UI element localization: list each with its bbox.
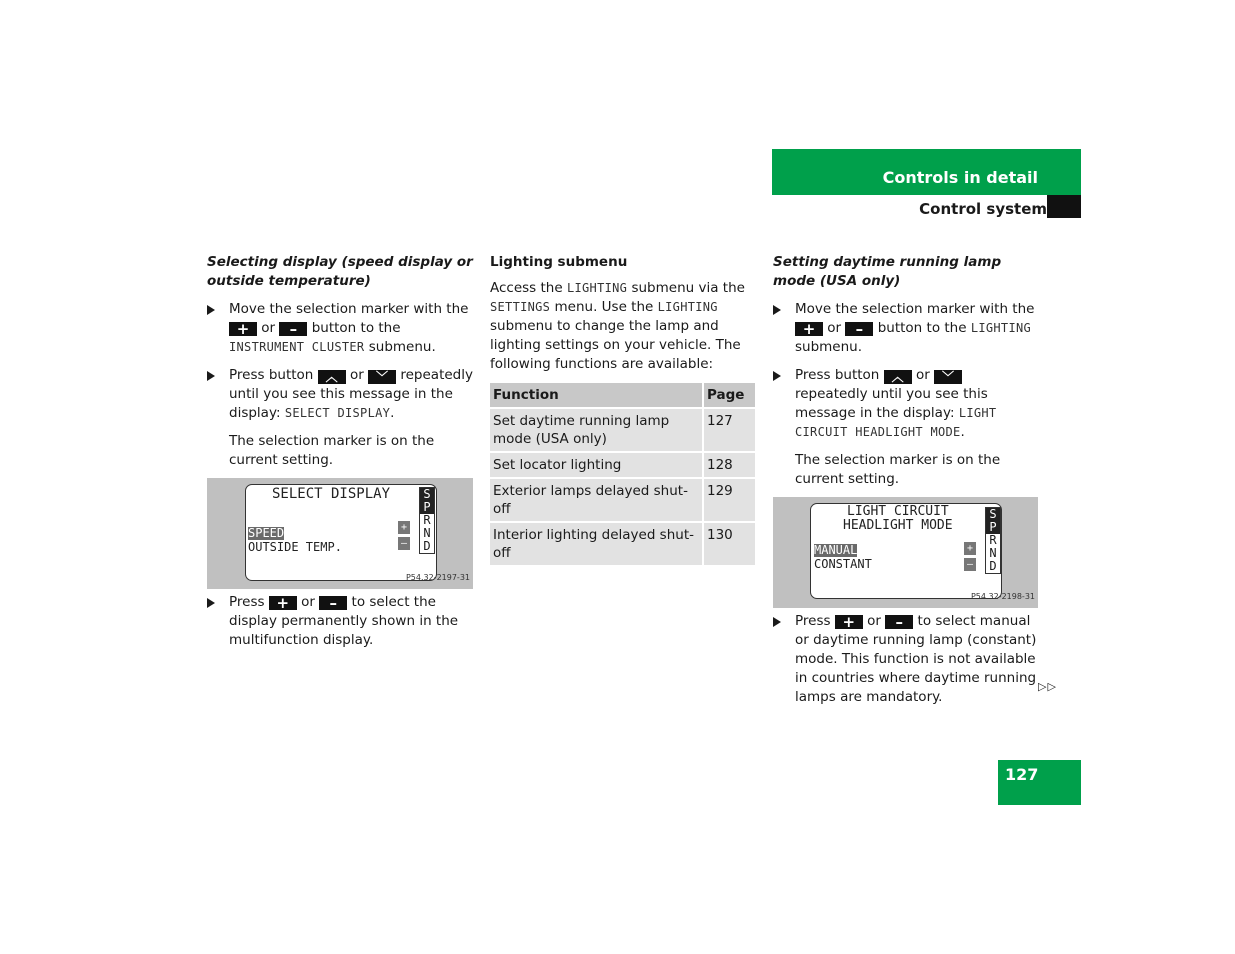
step-text: Press: [229, 594, 265, 610]
table-header-function: Function: [490, 383, 702, 409]
gear-r: R: [989, 533, 997, 547]
lcd-option: OUTSIDE TEMP.: [248, 540, 342, 554]
lcd-plus-icon: +: [398, 521, 410, 534]
minus-button-icon: –: [319, 596, 347, 610]
plus-button-icon: +: [795, 322, 823, 336]
heading-lighting-submenu: Lighting submenu: [490, 254, 628, 270]
table-cell-page: 130: [702, 523, 755, 567]
table-cell-page: 127: [702, 409, 755, 453]
table-cell-page: 128: [702, 453, 755, 479]
bullet-triangle-icon: [207, 598, 215, 608]
step-3: [207, 593, 473, 650]
step-text: repeatedly until you see this message in the display:: [795, 386, 988, 421]
function-table: [490, 383, 755, 567]
intro-part: Access the: [490, 280, 563, 296]
column-lighting-submenu: [490, 253, 755, 567]
heading-daytime-running-lamp: Setting daytime running lamp mode (USA only): [773, 254, 1002, 289]
gear-r: R: [423, 513, 431, 527]
lcd-minus-icon: –: [398, 537, 410, 550]
lcd-screen: [810, 503, 1002, 599]
section-header-bar: [772, 149, 1081, 195]
lcd-minus-icon: –: [964, 558, 976, 571]
minus-button-icon: –: [885, 615, 913, 629]
step-text: or: [867, 613, 881, 629]
table-cell-function: Set daytime running lamp mode (USA only): [490, 409, 702, 453]
display-figure-headlight: [773, 497, 1038, 608]
step-text: Move the selection marker with the: [795, 301, 1035, 317]
step-1: [207, 300, 473, 357]
bullet-triangle-icon: [207, 371, 215, 381]
display-code: INSTRUMENT CLUSTER: [229, 340, 365, 354]
plus-button-icon: +: [229, 322, 257, 336]
gear-s: S: [986, 508, 1000, 521]
minus-button-icon: –: [279, 322, 307, 336]
up-button-icon: ︿: [318, 370, 346, 384]
intro-text: [490, 279, 755, 374]
display-code: SELECT DISPLAY: [284, 406, 391, 420]
bullet-triangle-icon: [773, 371, 781, 381]
step-text: .: [960, 424, 965, 440]
table-row: [490, 479, 755, 523]
page-number: 127: [1005, 765, 1039, 784]
bullet-triangle-icon: [207, 305, 215, 315]
plus-button-icon: +: [835, 615, 863, 629]
lcd-option-selected: MANUAL: [814, 543, 858, 557]
step-text: to select the display permanently shown in the multifunction display.: [229, 594, 459, 648]
table-cell-function: Interior lighting delayed shut-off: [490, 523, 702, 567]
step-text: button to the: [311, 320, 401, 336]
subsection-marker: [1047, 195, 1081, 218]
lcd-title-line2: HEADLIGHT MODE: [843, 518, 953, 533]
display-code: LIGHTING: [657, 300, 718, 314]
intro-part: submenu to change the lamp and lighting settings on your vehicle. The following functions are available:: [490, 318, 741, 372]
gear-n: N: [423, 526, 431, 540]
display-code: LIGHTING: [566, 281, 628, 295]
down-button-icon: ﹀: [934, 370, 962, 384]
gear-n: N: [989, 546, 997, 560]
page-number-box: [998, 760, 1081, 805]
column-select-display: [207, 253, 473, 650]
lcd-plus-minus: [398, 521, 410, 553]
step-text: submenu.: [368, 339, 436, 355]
step-text: to select manual or daytime running lamp (constant) mode. This function is not available in countries where daytime running lamps are mandatory.: [795, 613, 1037, 705]
step-2: [207, 366, 473, 423]
step-text: Press button: [229, 367, 314, 383]
step-text: or: [827, 320, 842, 336]
lcd-option: CONSTANT: [814, 557, 872, 571]
table-header-row: [490, 383, 755, 409]
display-code: LIGHT CIRCUIT HEADLIGHT MODE: [795, 406, 997, 439]
gear-d: D: [989, 559, 997, 573]
intro-part: submenu via the: [631, 280, 745, 296]
step-text: Press: [795, 613, 831, 629]
table-row: [490, 523, 755, 567]
plus-button-icon: +: [269, 596, 297, 610]
heading-select-display: Selecting display (speed display or outside temperature): [207, 254, 473, 289]
up-button-icon: ︿: [884, 370, 912, 384]
lcd-screen: [245, 484, 437, 581]
note-text: The selection marker is on the current setting.: [795, 452, 1001, 487]
bullet-triangle-icon: [773, 617, 781, 627]
step-text: Press button: [795, 367, 880, 383]
lcd-title: SELECT DISPLAY: [272, 486, 391, 502]
bullet-triangle-icon: [773, 305, 781, 315]
table-header-page: Page: [702, 383, 755, 409]
column-daytime-running-lamp: [773, 253, 1038, 707]
step-text: repeatedly until you see this message in the display:: [229, 367, 473, 421]
step-text: button to the: [877, 320, 967, 336]
figure-code: P54.32-2197-31: [405, 573, 470, 582]
step-text: .: [390, 405, 395, 421]
step-text: or: [349, 367, 364, 383]
lcd-option-selected: SPEED: [248, 526, 285, 540]
section-title: Controls in detail: [882, 168, 1038, 187]
step-2: [773, 366, 1038, 442]
lcd-plus-minus: [964, 542, 976, 574]
gear-p: P: [420, 501, 434, 514]
continue-arrows-icon: ▷▷: [1038, 680, 1057, 693]
step-text: submenu.: [795, 339, 863, 355]
minus-button-icon: –: [845, 322, 873, 336]
down-button-icon: ﹀: [368, 370, 396, 384]
step-3: [773, 612, 1038, 707]
gear-indicator: [985, 507, 1001, 574]
figure-code: P54.32-2198-31: [970, 592, 1035, 601]
gear-indicator: [419, 487, 435, 554]
table-cell-page: 129: [702, 479, 755, 523]
gear-s: S: [420, 488, 434, 501]
display-figure-select: [207, 478, 473, 589]
step-1: [773, 300, 1038, 357]
note-text: The selection marker is on the current setting.: [229, 433, 435, 468]
gear-p: P: [986, 521, 1000, 534]
step-text: or: [301, 594, 315, 610]
step-text: or: [261, 320, 276, 336]
lcd-plus-icon: +: [964, 542, 976, 555]
table-cell-function: Set locator lighting: [490, 453, 702, 479]
subsection-title: Control system: [919, 200, 1047, 218]
table-row: [490, 409, 755, 453]
display-code: SETTINGS: [490, 300, 551, 314]
intro-part: menu. Use the: [554, 299, 654, 315]
table-row: [490, 453, 755, 479]
gear-d: D: [423, 539, 431, 553]
step-text: or: [915, 367, 930, 383]
lcd-title-line1: LIGHT CIRCUIT: [847, 504, 949, 519]
table-cell-function: Exterior lamps delayed shut-off: [490, 479, 702, 523]
step-text: Move the selection marker with the: [229, 301, 469, 317]
display-code: LIGHTING: [970, 321, 1032, 335]
